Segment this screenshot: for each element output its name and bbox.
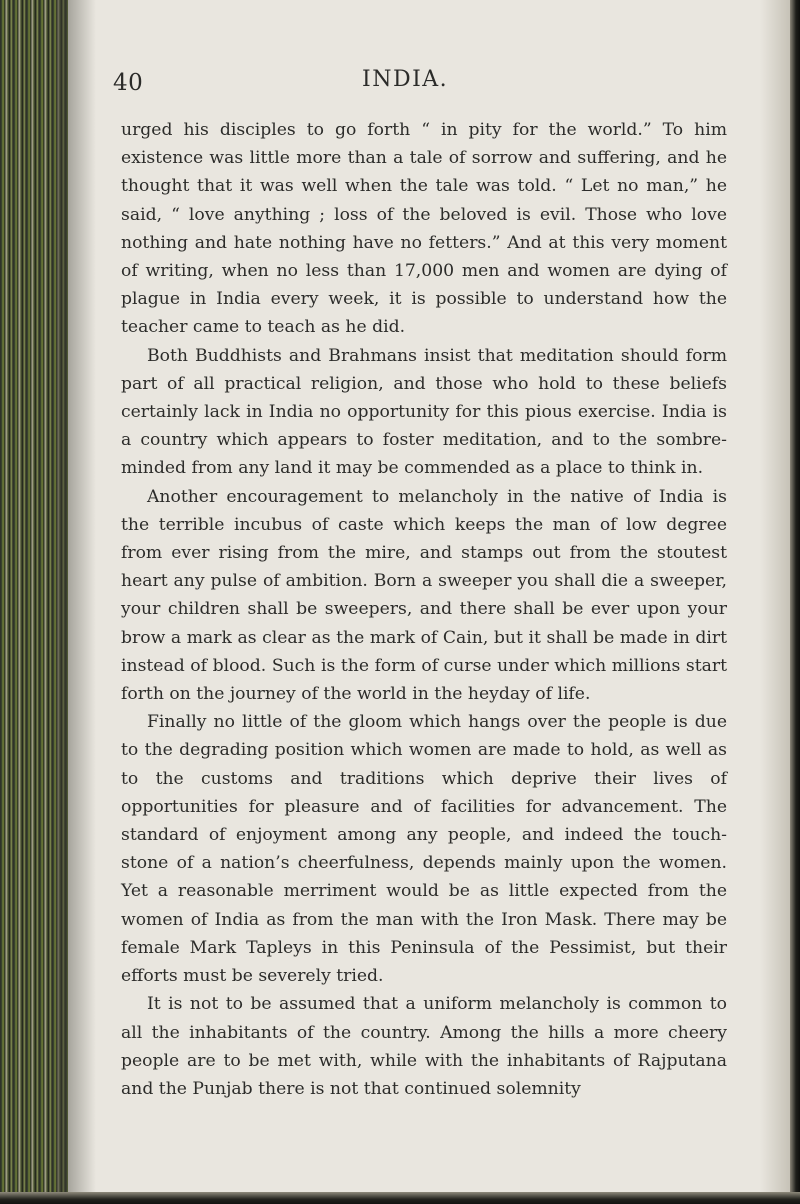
running-title: INDIA.: [362, 67, 449, 92]
body-text: [121, 116, 727, 1103]
bottom-page-edge: [0, 1192, 800, 1204]
right-page-edge: [790, 0, 800, 1204]
paragraph-1: urged his disciples to go forth “ in pity for the world.” To him existence was little more than a tale of sorrow and suffering, and he thought that it was well when the tale was told. “ Let no man,” he said, “ love anything ; loss of the beloved is evil. Those who love nothing and hate nothing have no fetters.” And at this very moment of writing, when no less than 17,000 men and women are dying of plague in India every week, it is possible to understand how the teacher came to teach as he did.: [121, 120, 727, 338]
gutter-shadow: [56, 0, 96, 1204]
paragraph-4: Finally no little of the gloom which hangs over the people is due to the degrading position which women are made to hold, as well as to the customs and traditions which deprive their lives of opportunities for pleasure and of facilities for advancement. The standard of enjoyment among any people, and indeed the touch-stone of a nation’s cheerfulness, depends mainly upon the women. Yet a reasonable merriment would be as little expected from the women of India as from the man with the Iron Mask. There may be female Mark Tapleys in this Peninsula of the Pessimist, but their efforts must be severely tried.: [121, 712, 727, 987]
paragraph-2: Both Buddhists and Brahmans insist that meditation should form part of all practical religion, and those who hold to these beliefs certainly lack in India no opportunity for this pious exercise. India is a country which appears to foster meditation, and to the sombre-minded from any land it may be commended as a place to think in.: [121, 345, 727, 479]
page-number: 40: [113, 70, 144, 96]
paragraph-3: Another encouragement to melancholy in the native of India is the terrible incubus of caste which keeps the man of low degree from ever rising from the mire, and stamps out from the stoutest heart any pulse of ambition. Born a sweeper you shall die a sweeper, your children shall be sweepers, and there shall be ever upon your brow a mark as clear as the mark of Cain, but it shall be made in dirt instead of blood. Such is the form of curse under which millions start forth on the journey of the world in the heyday of life.: [121, 486, 727, 705]
paragraph-5: It is not to be assumed that a uniform melancholy is common to all the inhabitants of the country. Among the hills a more cheery people are to be met with, while with the inhabitants of Rajputana and the Punjab there is not that continued solemnity: [121, 994, 727, 1099]
right-page-shadow: [760, 0, 790, 1204]
